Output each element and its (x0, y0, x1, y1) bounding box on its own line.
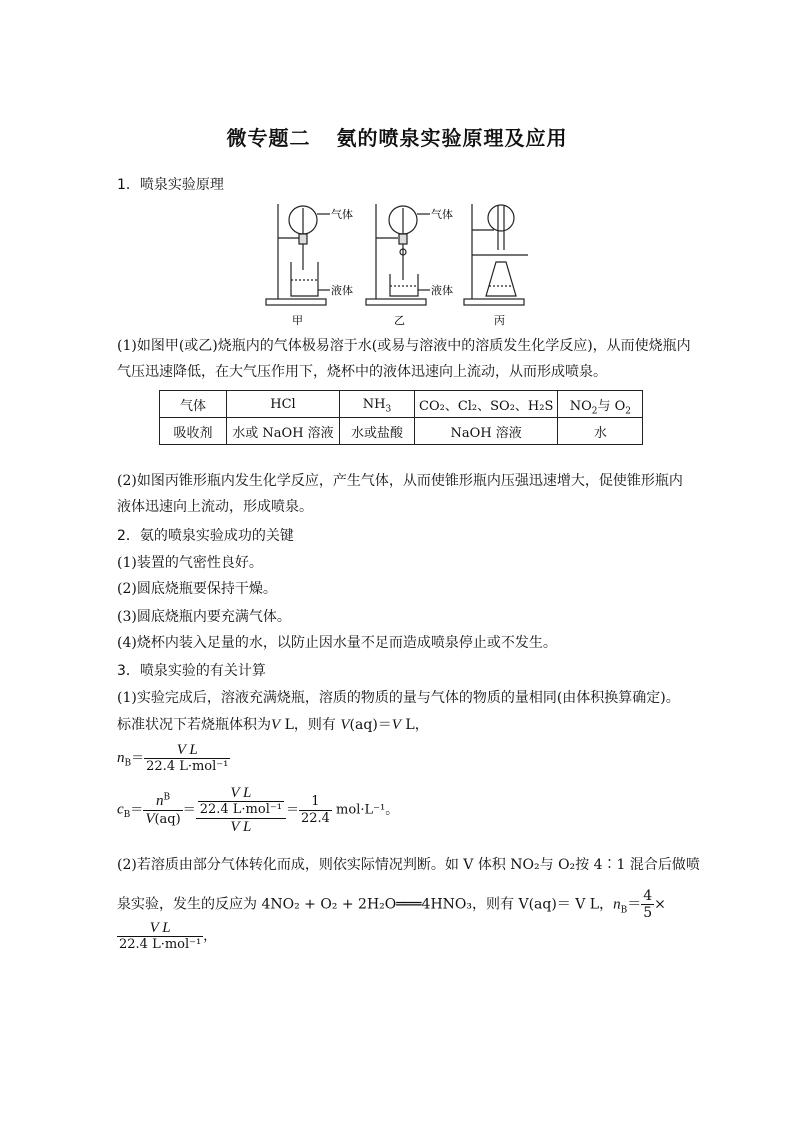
calc-line-2: 标准状况下若烧瓶体积为V L，则有 V(aq)＝V L， (117, 717, 429, 733)
label-liquid-jia: 液体 (331, 284, 353, 297)
section-1-heading: 1．喷泉实验原理 (117, 177, 224, 193)
key-point-4: (4)烧杯内装入足量的水，以防止因水量不足而造成喷泉停止或不发生。 (117, 635, 557, 651)
label-jia: 甲 (292, 314, 303, 327)
table-cell: CO₂、Cl₂、SO₂、H₂S (415, 391, 558, 418)
table-cell: $NO_2$与 $O_2$ (558, 391, 643, 418)
label-bing: 丙 (494, 314, 505, 327)
label-liquid-yi: 液体 (431, 284, 453, 297)
table-cell: $NH_3$ (340, 391, 415, 418)
table-cell: NaOH 溶液 (415, 418, 558, 445)
table-cell: 吸收剂 (160, 418, 227, 445)
table-row (160, 418, 643, 445)
para-1-line-2: 气压迅速降低，在大气压作用下，烧杯中的液体迅速向上流动，从而形成喷泉。 (117, 364, 607, 380)
para-2-line-2: 液体迅速向上流动，形成喷泉。 (117, 499, 313, 515)
formula-cb: $c_B=$ $\frac{n^B}{V(aq)}$ ＝ $\frac{\frac{\text{V L}}{\text{22.4 L·mol⁻¹}}}{\text{V L}}$ ＝ $\frac{1}{22.4}$ mol·L⁻¹。 (117, 785, 399, 835)
key-point-2: (2)圆底烧瓶要保持干燥。 (117, 581, 277, 597)
label-gas-jia: 气体 (331, 208, 353, 221)
formula-nb-fraction: $\frac{\text{V L}}{\text{22.4 L·mol⁻¹}}$ ， (119, 920, 217, 952)
calc-line-1: (1)实验完成后，溶液充满烧瓶，溶质的物质的量与气体的物质的量相同(由体积换算确定)。 (117, 690, 680, 706)
gas-absorbent-table (159, 390, 643, 445)
fountain-apparatus-figure (258, 200, 558, 330)
formula-nb: $n_B=$ $\frac{\text{V L}}{\text{22.4 L·mol⁻¹}}$ (117, 742, 229, 774)
key-point-3: (3)圆底烧瓶内要充满气体。 (117, 609, 291, 625)
table-cell: HCl (227, 391, 340, 418)
section-3-heading: 3．喷泉实验的有关计算 (117, 663, 266, 679)
para-1-line-1: (1)如图甲(或乙)烧瓶内的气体极易溶于水(或易与溶液中的溶质发生化学反应)，从而使烧瓶内 (117, 338, 691, 354)
table-cell: 水或盐酸 (340, 418, 415, 445)
calc-line-3: (2)若溶质由部分气体转化而成，则依实际情况判断。如 V 体积 NO₂与 O₂按 4∶1 混合后做喷 (117, 857, 700, 873)
table-row (160, 391, 643, 418)
section-2-heading: 2．氨的喷泉实验成功的关键 (117, 528, 294, 544)
table-cell: 水 (558, 418, 643, 445)
calc-line-4: 泉实验，发生的反应为 4NO₂ + O₂ + 2H₂O═══4HNO₃，则有 V(aq)＝ V L，$n_B=$ $\frac{4}{5}$ × (117, 888, 666, 921)
table-cell: 气体 (160, 391, 227, 418)
label-gas-yi: 气体 (431, 208, 453, 221)
key-point-1: (1)装置的气密性良好。 (117, 555, 263, 571)
table-cell: 水或 NaOH 溶液 (227, 418, 340, 445)
label-yi: 乙 (394, 314, 405, 327)
para-2-line-1: (2)如图丙锥形瓶内发生化学反应，产生气体，从而使锥形瓶内压强迅速增大，促使锥形瓶内 (117, 473, 683, 489)
page-title: 微专题二 氨的喷泉实验原理及应用 (226, 126, 568, 150)
